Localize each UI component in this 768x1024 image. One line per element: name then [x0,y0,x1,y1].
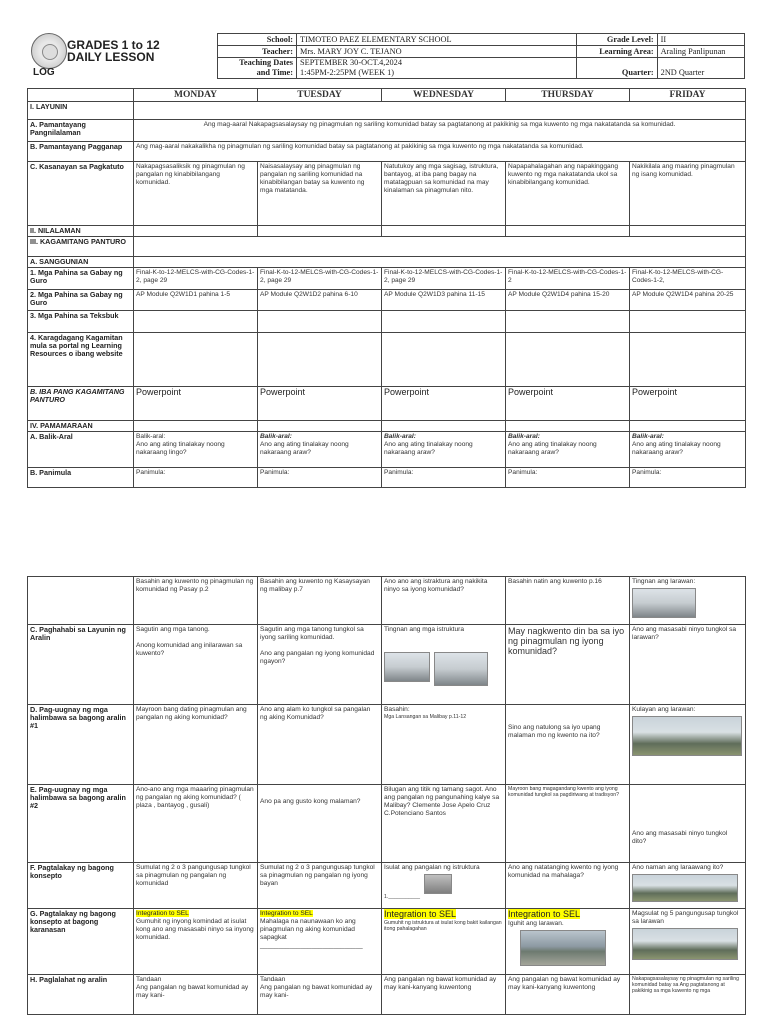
paghahabi-monday: Sagutin ang mga tanong. Anong komunidad ang inilarawan sa kuwento? [134,625,258,705]
section-kagamitang: III. KAGAMITANG PANTURO [28,237,134,257]
ppt-tuesday: Powerpoint [258,387,382,421]
row-label-pag-uugnay-1: D. Pag-uugnay ng mga halimbawa sa bagong aralin #1 [28,705,134,785]
row-label-kasanayan: C. Kasanayan sa Pagkatuto [28,162,134,226]
row-label-pamantayang-pangnilalaman: A. Pamantayang Pangnilalaman [28,120,134,142]
ref2-wednesday: AP Module Q2W1D3 pahina 11-15 [382,290,506,311]
pagtalakay-thursday: Ano ang natatanging kwento ng iyong komunidad na mahalaga? [506,863,630,909]
ref1-monday: Final-K-to-12-MELCS-with-CG-Codes-1-2, page 29 [134,268,258,290]
airport-photo [632,874,738,902]
terminal-photo [632,928,738,960]
ref1-thursday: Final-K-to-12-MELCS-with-CG-Codes-1-2 [506,268,630,290]
section-layunin: I. LAYUNIN [28,102,134,120]
title-line-3: LOG [33,67,55,78]
grade-value: II [657,34,744,46]
pag-uugnay1-tuesday: Ano ang alam ko tungkol sa pangalan ng aking Komunidad? [258,705,382,785]
paghahabi-thursday: May nagkwento din ba sa iyo ng pinagmulan ng iyong komunidad? [506,625,630,705]
ref2-tuesday: AP Module Q2W1D2 pahina 6-10 [258,290,382,311]
section-sanggunian: A. SANGGUNIAN [28,257,134,268]
balik-friday: Balik-aral: Ano ang ating tinalakay noong nakaraang araw? [630,432,746,468]
pag-uugnay1-wednesday: Basahin: Mga Lansangan sa Malibay p.11-12 [382,705,506,785]
karanasan-tuesday: Integration to SEL Mahalaga na naunawaan ko ang pinagmulan ng aking komunidad sapagkat ____________________________ [258,909,382,975]
cont-tuesday: Basahin ang kuwento ng Kasaysayan ng malibay p.7 [258,577,382,625]
row-label-gabay-guro-1: 1. Mga Pahina sa Gabay ng Guro [28,268,134,290]
pag-uugnay2-thursday: Mayroon bang magagandang kwento ang iyong komunidad tungkol sa pagdiriwang at tradisyon? [506,785,630,863]
kasanayan-tuesday: Naisasalaysay ang pinagmulan ng pangalan ng sariling komunidad na kinabibilangan batay sa kuwento ng mga matatanda. [258,162,382,226]
panimula-wednesday: Panimula: [382,468,506,488]
paghahabi-tuesday: Sagutin ang mga tanong tungkol sa iyong sariling komunidad. Ano ang pangalan ng iyong komunidad ngayon? [258,625,382,705]
ref2-friday: AP Module Q2W1D4 pahina 20-25 [630,290,746,311]
row-label-iba-pang: B. IBA PANG KAGAMITANG PANTURO [28,387,134,421]
row-label-gabay-guro-2: 2. Mga Pahina sa Gabay ng Guro [28,290,134,311]
school-value: TIMOTEO PAEZ ELEMENTARY SCHOOL [297,34,577,46]
pag-uugnay2-monday: Ano-ano ang mga maaaring pinagmulan ng pangalan ng aking komunidad? ( plaza , bantayog , gusali) [134,785,258,863]
ppt-thursday: Powerpoint [506,387,630,421]
row-label-paghahabi: C. Paghahabi sa Layunin ng Aralin [28,625,134,705]
ref2-thursday: AP Module Q2W1D4 pahina 15-20 [506,290,630,311]
karanasan-thursday: Integration to SEL Iguhit ang larawan. [506,909,630,975]
balik-tuesday: Balik-aral: Ano ang ating tinalakay noong nakaraang araw? [258,432,382,468]
panimula-friday: Panimula: [630,468,746,488]
row-label-balik-aral: A. Balik-Aral [28,432,134,468]
ref2-monday: AP Module Q2W1D1 pahina 1-5 [134,290,258,311]
row-label-paglalahat: H. Paglalahat ng aralin [28,975,134,1015]
day-tuesday: TUESDAY [258,89,382,102]
dates-label [218,58,297,79]
row-label-pagtalakay: F. Pagtalakay ng bagong konsepto [28,863,134,909]
day-thursday: THURSDAY [506,89,630,102]
balik-wednesday: Balik-aral: Ano ang ating tinalakay noong nakaraang araw? [382,432,506,468]
balik-monday: Balik-aral: Ano ang ating tinalakay noong nakaraang lingo? [134,432,258,468]
day-wednesday: WEDNESDAY [382,89,506,102]
row-label-karagdagang: 4. Karagdagang Kagamitan mula sa portal ng Learning Resources o ibang website [28,333,134,387]
pagtalakay-tuesday: Sumulat ng 2 o 3 pangungusap tungkol sa pinagmulan ng pangalan ng iyong bayan [258,863,382,909]
ppt-monday: Powerpoint [134,387,258,421]
cont-monday: Basahin ang kuwento ng pinagmulan ng komunidad ng Pasay p.2 [134,577,258,625]
pag-uugnay1-friday: Kulayan ang larawan: [630,705,746,785]
paglalahat-friday: Nakapagsasalaysay ng pinagmulan ng sariling komunidad batay sa Ang pagtatanong at pakikinig sa mga kuwento ng mga [630,975,746,1015]
airplane-photo [632,716,742,756]
row-label-pamantayang-pagganap: B. Pamantayang Pagganap [28,142,134,162]
quarter-value: 2ND Quarter [657,58,744,79]
dates-value-1: SEPTEMBER 30-OCT.4,2024 [300,58,402,67]
pag-uugnay2-wednesday: Bilugan ang titik ng tamang sagot. Ano ang pangalan ng pangunahing kalye sa Malibay? Clemente Jose Apelo Cruz C.Potenciano Santos [382,785,506,863]
title-line-2: DAILY LESSON [67,50,155,64]
paglalahat-tuesday: Tandaan Ang pangalan ng bawat komunidad ay may kani- [258,975,382,1015]
paglalahat-thursday: Ang pangalan ng bawat komunidad ay may kani-kanyang kuwentong [506,975,630,1015]
structure-photo-1 [384,652,430,682]
grade-label: Grade Level: [576,34,657,46]
area-value: Araling Panlipunan [657,46,744,58]
balik-thursday: Balik-aral: Ano ang ating tinalakay noong nakaraang araw? [506,432,630,468]
panimula-monday: Panimula: [134,468,258,488]
pagtalakay-monday: Sumulat ng 2 o 3 pangungusap tungkol sa pinagmulan ng pangalan ng komunidad [134,863,258,909]
paghahabi-wednesday: Tingnan ang mga istruktura [382,625,506,705]
corner-cell [28,89,134,102]
quarter-label: Quarter: [576,58,657,79]
structure-photo-2 [434,652,488,686]
building-photo [632,588,696,618]
teacher-label: Teacher: [218,46,297,58]
row-label-teksbuk: 3. Mga Pahina sa Teksbuk [28,311,134,333]
teacher-value: Mrs. MARY JOY C. TEJANO [297,46,577,58]
pag-uugnay1-monday: Mayroon bang dating pinagmulan ang pangalan ng aking komunidad? [134,705,258,785]
kasanayan-friday: Nakikilala ang maaring pinagmulan ng isang komunidad. [630,162,746,226]
ref1-wednesday: Final-K-to-12-MELCS-with-CG-Codes-1-2, page 29 [382,268,506,290]
deped-seal-icon [31,33,67,69]
ppt-friday: Powerpoint [630,387,746,421]
row-label-pag-uugnay-2: E. Pag-uugnay ng mga halimbawa sa bagong aralin #2 [28,785,134,863]
paglalahat-wednesday: Ang pangalan ng bawat komunidad ay may kani-kanyang kuwentong [382,975,506,1015]
section-pamamaraan: IV. PAMAMARAAN [28,421,134,432]
panimula-tuesday: Panimula: [258,468,382,488]
page-two [0,572,768,1024]
dates-label-1: Teaching Dates [239,58,294,67]
pagtalakay-wednesday: Isulat ang pangalan ng istruktura 1.___________ [382,863,506,909]
day-monday: MONDAY [134,89,258,102]
cont-wednesday: Ano ano ang istraktura ang nakikita ninyo sa iyong komunidad? [382,577,506,625]
lesson-table [27,88,746,488]
structure-photo-3 [424,874,452,894]
karanasan-monday: Integration to SEL Gumuhit ng inyong komindad at isulat kong ano ang masasabi ninyo sa inyong komunidad. [134,909,258,975]
header [27,33,745,77]
kasanayan-thursday: Napapahalagahan ang napakinggang kuwento ng mga nakatatanda ukol sa kinabibilangang komunidad. [506,162,630,226]
lesson-table-continued [27,576,746,1015]
school-label: School: [218,34,297,46]
cont-friday: Tingnan ang larawan: [630,577,746,625]
dll-title [67,39,160,63]
page-gap [0,540,768,572]
panimula-thursday: Panimula: [506,468,630,488]
dates-value-2: 1:45PM-2:25PM (WEEK 1) [300,68,395,77]
pag-uugnay2-tuesday: Ano pa ang gusto kong malaman? [258,785,382,863]
paglalahat-monday: Tandaan Ang pangalan ng bawat komunidad ay may kani- [134,975,258,1015]
section-nilalaman: II. NILALAMAN [28,226,134,237]
street-photo [520,930,606,966]
row-label-panimula: B. Panimula [28,468,134,488]
karanasan-wednesday: Integration to SEL Gumuhit ng istruktura at isulat kong bakit kailangan itong pahalagahan [382,909,506,975]
pagtalakay-friday: Ano naman ang laraawang ito? [630,863,746,909]
pamantayang-pagganap-text: Ang mag-aaral nakakalikha ng pinagmulan ng sariling komunidad batay sa pagtatanong at pakikinig sa mga kuwento ng mga nakatatanda sa komunidad. [134,142,746,162]
kasanayan-monday: Nakapagsasaliksik ng pinagmulan ng pangalan ng kinabibilangang komunidad. [134,162,258,226]
paghahabi-friday: Ano ang masasabi ninyo tungkol sa larawan? [630,625,746,705]
ppt-wednesday: Powerpoint [382,387,506,421]
kasanayan-wednesday: Natutukoy ang mga sagisag, istruktura, bantayog, at iba pang bagay na matatagpuan sa komunidad na may kinalaman sa pinagmulan nito. [382,162,506,226]
dates-value [297,58,577,79]
area-label: Learning Area: [576,46,657,58]
dates-label-2: and Time: [256,68,294,77]
pag-uugnay1-thursday: Sino ang natulong sa iyo upang malaman mo ng kwento na ito? [506,705,630,785]
pamantayang-pangnilalaman-text: Ang mag-aaral Nakapagsasalaysay ng pinagmulan ng sariling komunidad batay sa pagtatanong at pakikinig sa mga kuwento ng mga nakatatanda sa komunidad. [134,120,746,142]
row-label-pagtalakay-karanasan: G. Pagtalakay ng bagong konsepto at bagong karanasan [28,909,134,975]
ref1-friday: Final-K-to-12-MELCS-with-CG-Codes-1-2, [630,268,746,290]
title-line-1: GRADES 1 to 12 [67,38,160,52]
pag-uugnay2-friday: Ano ang masasabi ninyo tungkol dito? [630,785,746,863]
ref1-tuesday: Final-K-to-12-MELCS-with-CG-Codes-1-2, page 29 [258,268,382,290]
cont-thursday: Basahin natin ang kuwento p.16 [506,577,630,625]
day-friday: FRIDAY [630,89,746,102]
karanasan-friday: Magsulat ng 5 pangungusap tungkol sa larawan [630,909,746,975]
info-table [217,33,745,79]
